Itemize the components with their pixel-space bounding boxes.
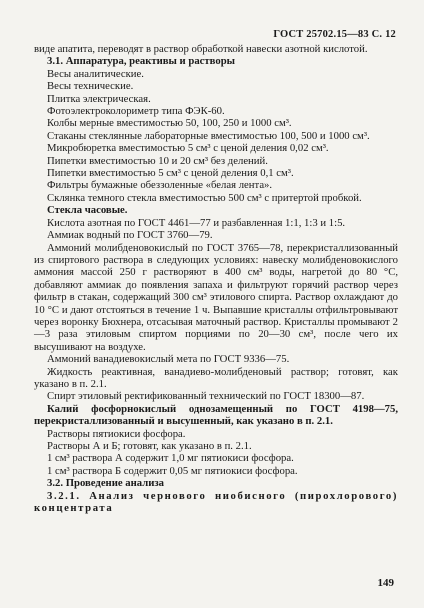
list-item: Аммоний ванадиевокислый мета по ГОСТ 9336—75. <box>47 353 290 366</box>
list-item: Аммиак водный по ГОСТ 3760—79. <box>47 229 213 242</box>
list-item: Жидкость реактивная, ванадиево-молибденовый раствор; готовят, как указано в п. 2.1. <box>34 365 398 390</box>
list-item: 1 см³ раствора Б содержит 0,05 мг пятиокиси фосфора. <box>47 464 298 477</box>
list-item: Весы технические. <box>47 80 134 93</box>
list-item: Растворы А и Б; готовят, как указано в п. 2.1. <box>47 440 252 452</box>
list-item: Пипетки вместимостью 5 см³ с ценой деления 0,1 см³. <box>47 167 294 180</box>
list-item: Спирт этиловый ректификованный технический по ГОСТ 18300—87. <box>47 390 365 403</box>
list-item: Весы аналитические. <box>47 67 144 80</box>
paragraph-intro-end: виде апатита, переводят в раствор обработкой навески азотной кислотой. <box>34 43 368 55</box>
subsection-heading-3-2-1: 3.2.1. Анализ чернового ниобисного (пирохлорового) концентрата <box>34 489 398 515</box>
list-item: Фотоэлектроколориметр типа ФЭК-60. <box>47 105 225 118</box>
list-item: Плитка электрическая. <box>47 92 151 105</box>
list-item: Аммоний молибденовокислый по ГОСТ 3765—78, перекристаллизованный из спиртового раствора в следующих условиях: навеску молибденовокислого аммония массой 250 г растворяют в 400 см³ воды, нагретой до 80 °С, добавляют аммиак до появления запаха и фильтруют горячий раствор через фильтр в стакан, содержащий 300 см³ этилового спирта. Раствор охлаждают до 10 °С и дают отстояться в течение 1 ч. Выпавшие кристаллы отфильтровывают через воронку Бюхнера, отсасывая маточный раствор. Кристаллы промывают 2—3 раза этиловым спиртом порциями по 20—30 см³, после чего их высушивают на воздухе. <box>34 241 398 353</box>
list-item: Стекла часовые. <box>47 204 128 217</box>
list-item: 1 см³ раствора А содержит 1,0 мг пятиокиси фосфора. <box>47 452 294 465</box>
list-item: Фильтры бумажные обеззоленные «белая лента». <box>47 179 273 192</box>
list-item: Пипетки вместимостью 10 и 20 см³ без делений. <box>47 154 268 167</box>
section-heading-3-1: 3.1. Аппаратура, реактивы и растворы <box>47 55 236 68</box>
list-item: Кислота азотная по ГОСТ 4461—77 и разбавленная 1:1, 1:3 и 1:5. <box>47 216 346 229</box>
list-item: Калий фосфорнокислый однозамещенный по ГОСТ 4198—75, перекристаллизованный и высушенный, как указано в п. 2.1. <box>34 402 398 428</box>
page-header: ГОСТ 25702.15—83 С. 12 <box>273 29 396 40</box>
list-item: Стаканы стеклянные лабораторные вместимостью 100, 500 и 1000 см³. <box>47 129 370 142</box>
list-item: Колбы мерные вместимостью 50, 100, 250 и 1000 см³. <box>47 117 292 130</box>
list-item: Растворы пятиокиси фосфора. <box>47 427 186 440</box>
list-item: Микробюретка вместимостью 5 см³ с ценой деления 0,02 см³. <box>47 142 329 155</box>
list-item: Склянка темного стекла вместимостью 500 см³ с притертой пробкой. <box>47 191 362 204</box>
section-heading-3-2: 3.2. Проведение анализа <box>47 477 165 490</box>
document-body <box>34 43 398 514</box>
page-number: 149 <box>377 577 394 589</box>
